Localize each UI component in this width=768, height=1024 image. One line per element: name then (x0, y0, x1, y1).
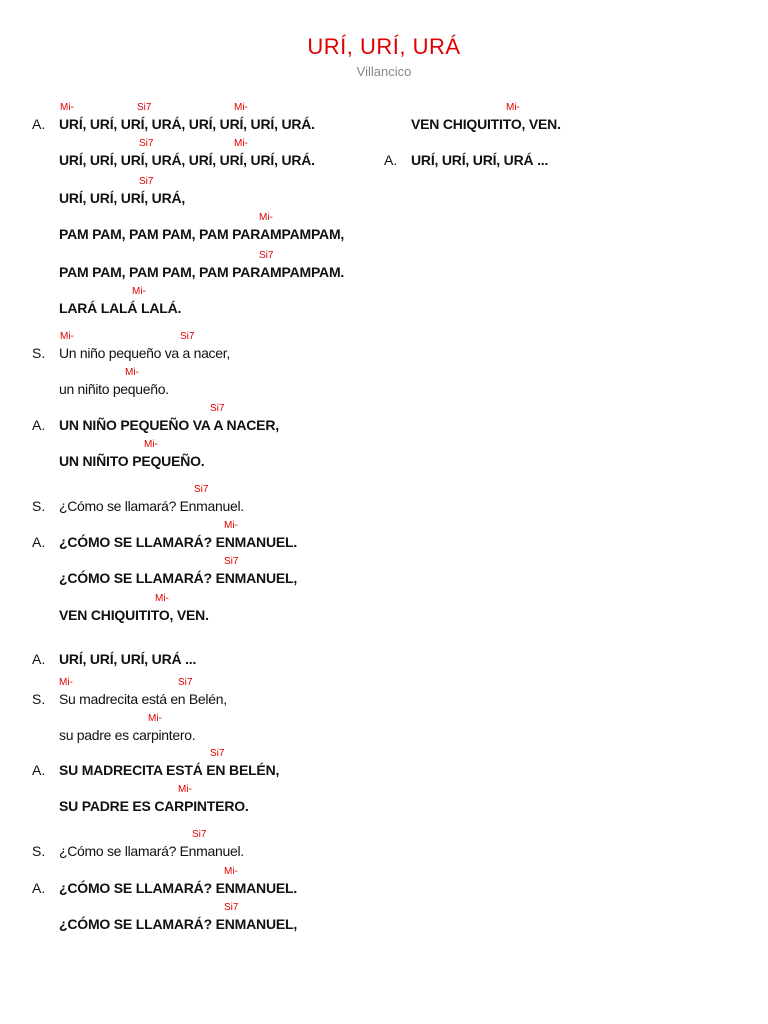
voice-marker: S. (32, 843, 46, 859)
chord-label: Mi- (259, 212, 273, 223)
chord-label: Mi- (60, 102, 74, 113)
song-title: URÍ, URÍ, URÁ (307, 34, 461, 59)
voice-marker: S. (32, 691, 46, 707)
chord-row (32, 138, 372, 150)
lyric-line (32, 138, 372, 174)
chord-row (32, 403, 372, 415)
chord-row (32, 102, 372, 114)
lyric-text: ¿CÓMO SE LLAMARÁ? ENMANUEL, (59, 570, 298, 586)
lyric-text: VEN CHIQUITITO, VEN. (411, 116, 561, 132)
chord-row (32, 367, 372, 379)
lyric-text: URÍ, URÍ, URÍ, URÁ, (59, 190, 186, 206)
lyric-line (384, 102, 724, 138)
lyric-line (32, 829, 372, 865)
chord-row (32, 176, 372, 188)
chord-row (32, 439, 372, 451)
chord-label: Si7 (178, 677, 193, 688)
lyric-text: URÍ, URÍ, URÍ, URÁ, URÍ, URÍ, URÍ, URÁ. (59, 152, 315, 168)
chord-label: Si7 (192, 829, 207, 840)
lyric-line (32, 784, 372, 820)
lyric-line (32, 439, 372, 475)
lyric-line (32, 286, 372, 322)
lyric-line (32, 367, 372, 403)
lyric-line (32, 331, 372, 367)
voice-marker: A. (32, 880, 46, 896)
chord-label: Mi- (125, 367, 139, 378)
chord-row (32, 250, 372, 262)
chord-label: Si7 (224, 902, 239, 913)
chord-label: Si7 (139, 176, 154, 187)
voice-marker: S. (32, 498, 46, 514)
chord-label: Mi- (59, 677, 73, 688)
lyric-text: Un niño pequeño va a nacer, (59, 345, 230, 361)
lyric-text: PAM PAM, PAM PAM, PAM PARAMPAMPAM. (59, 264, 345, 280)
chord-label: Mi- (148, 713, 162, 724)
chord-row (32, 484, 372, 496)
chord-label: Mi- (234, 102, 248, 113)
chord-row (32, 556, 372, 568)
chord-row (32, 593, 372, 605)
lyric-line (32, 556, 372, 592)
chord-label: Mi- (224, 866, 238, 877)
lyric-line (32, 250, 372, 286)
chord-label: Mi- (224, 520, 238, 531)
voice-marker: A. (384, 152, 398, 168)
chord-label: Mi- (178, 784, 192, 795)
lyric-line (32, 212, 372, 248)
lyric-line (32, 902, 372, 938)
lyric-line (384, 138, 724, 174)
lyric-text: ¿CÓMO SE LLAMARÁ? ENMANUEL. (59, 880, 298, 896)
chord-row (32, 286, 372, 298)
lyric-line (32, 520, 372, 556)
chord-row (32, 331, 372, 343)
chord-label: Si7 (194, 484, 209, 495)
voice-marker: A. (32, 116, 46, 132)
lyric-text: ¿CÓMO SE LLAMARÁ? ENMANUEL. (59, 534, 298, 550)
chord-row (32, 829, 372, 841)
song-subtitle: Villancico (356, 64, 412, 79)
lyric-text: ¿CÓMO SE LLAMARÁ? ENMANUEL, (59, 916, 298, 932)
chord-label: Si7 (224, 556, 239, 567)
chord-row (384, 102, 724, 114)
lyric-line (32, 637, 372, 673)
chord-row (32, 637, 372, 649)
lyric-line (32, 713, 372, 749)
voice-marker: A. (32, 651, 46, 667)
lyric-text: ¿Cómo se llamará? Enmanuel. (59, 498, 244, 514)
chord-label: Mi- (506, 102, 520, 113)
chord-label: Mi- (155, 593, 169, 604)
chord-row (32, 713, 372, 725)
chord-row (32, 677, 372, 689)
lyric-text: su padre es carpintero. (59, 727, 196, 743)
lyric-line (32, 866, 372, 902)
chord-row (384, 138, 724, 150)
chord-row (32, 748, 372, 760)
lyric-text: ¿Cómo se llamará? Enmanuel. (59, 843, 244, 859)
chord-label: Si7 (139, 138, 154, 149)
voice-marker: S. (32, 345, 46, 361)
lyric-text: UN NIÑITO PEQUEÑO. (59, 453, 205, 469)
chord-label: Si7 (210, 748, 225, 759)
lyric-text: PAM PAM, PAM PAM, PAM PARAMPAMPAM, (59, 226, 345, 242)
chord-label: Mi- (132, 286, 146, 297)
chord-label: Si7 (180, 331, 195, 342)
voice-marker: A. (32, 534, 46, 550)
lyric-line (32, 677, 372, 713)
chord-row (32, 866, 372, 878)
lyric-text: LARÁ LALÁ LALÁ. (59, 300, 182, 316)
chord-label: Mi- (234, 138, 248, 149)
voice-marker: A. (32, 417, 46, 433)
chord-row (32, 784, 372, 796)
chord-label: Si7 (259, 250, 274, 261)
chord-label: Si7 (137, 102, 152, 113)
chord-row (32, 902, 372, 914)
chord-label: Mi- (144, 439, 158, 450)
lyric-line (32, 484, 372, 520)
chord-label: Si7 (210, 403, 225, 414)
lyric-text: Su madrecita está en Belén, (59, 691, 227, 707)
lyric-line (32, 748, 372, 784)
lyric-text: VEN CHIQUITITO, VEN. (59, 607, 209, 623)
lyric-text: URÍ, URÍ, URÍ, URÁ ... (411, 152, 549, 168)
lyric-text: un niñito pequeño. (59, 381, 169, 397)
lyric-text: UN NIÑO PEQUEÑO VA A NACER, (59, 417, 279, 433)
chord-row (32, 212, 372, 224)
lyric-line (32, 176, 372, 212)
lyric-text: SU MADRECITA ESTÁ EN BELÉN, (59, 762, 280, 778)
chord-row (32, 520, 372, 532)
voice-marker: A. (32, 762, 46, 778)
chord-label: Mi- (60, 331, 74, 342)
lyric-line (32, 102, 372, 138)
lyric-text: URÍ, URÍ, URÍ, URÁ, URÍ, URÍ, URÍ, URÁ. (59, 116, 315, 132)
lyric-text: URÍ, URÍ, URÍ, URÁ ... (59, 651, 197, 667)
lyric-line (32, 403, 372, 439)
lyric-text: SU PADRE ES CARPINTERO. (59, 798, 249, 814)
lyric-line (32, 593, 372, 629)
